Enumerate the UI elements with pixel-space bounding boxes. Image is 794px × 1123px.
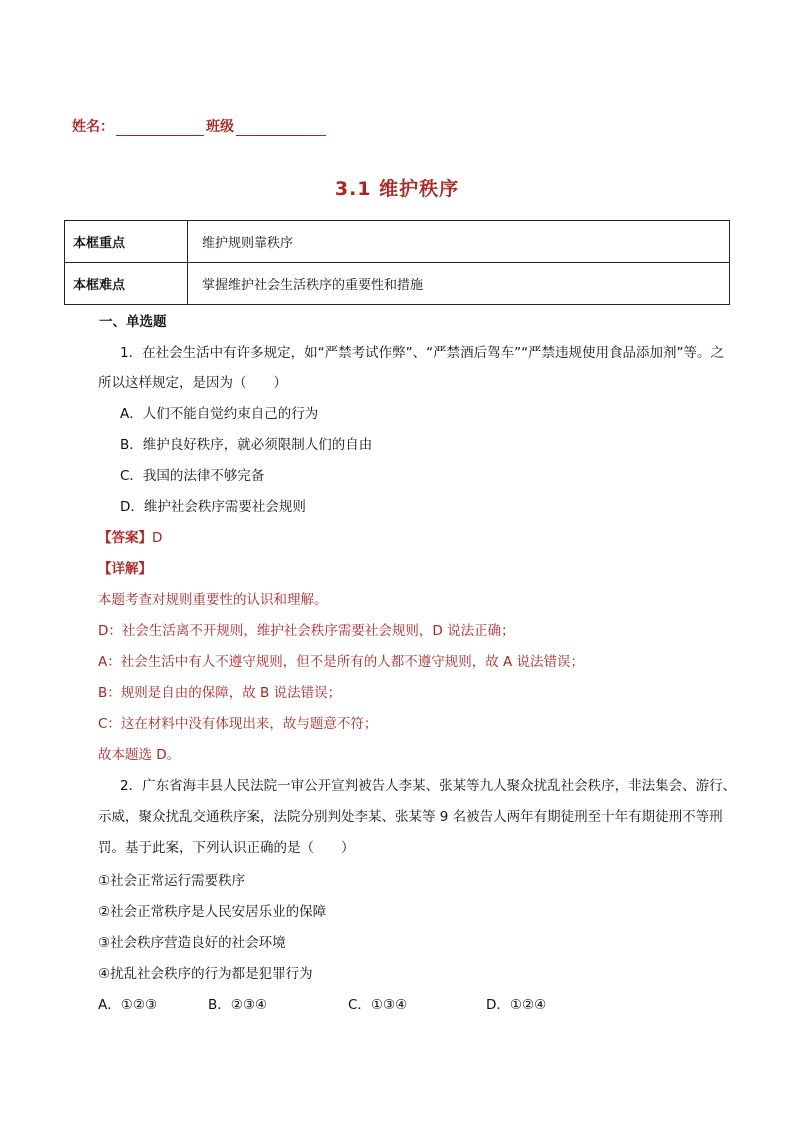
detail-line: A：社会生活中有人不遵守规则，但不是所有的人都不遵守规则，故 A 说法错误；	[98, 654, 585, 670]
name-label: 姓名：	[72, 119, 114, 135]
detail-line: D：社会生活离不开规则，维护社会秩序需要社会规则，D 说法正确；	[98, 623, 515, 639]
detail-line: B：规则是自由的保障，故 B 说法错误；	[98, 685, 342, 701]
answer-tag: 【答案】	[98, 530, 152, 546]
page-title: 3.1 维护秩序	[334, 178, 460, 200]
q1-answer-line	[98, 529, 162, 547]
detail-line: 本题考查对规则重要性的认识和理解。	[98, 592, 328, 608]
class-label: 班级	[206, 119, 234, 135]
difficulty-value: 掌握维护社会生活秩序的重要性和措施	[188, 263, 730, 305]
key-point-value: 维护规则靠秩序	[188, 221, 730, 263]
q2-choice-c: C．①③④	[348, 997, 408, 1013]
q2-statement-1: ①社会正常运行需要秩序	[98, 873, 246, 889]
q1-option-b: B．维护良好秩序，就必须限制人们的自由	[120, 437, 373, 453]
q2-choice-b: B．②③④	[208, 997, 268, 1013]
q1-stem-line1: 1．在社会生活中有许多规定，如“严禁考试作弊”、“严禁酒后驾车”“严禁违规使用食品添加剂”等。之	[120, 345, 725, 361]
section-title: 一、单选题	[99, 314, 167, 330]
detail-tag: 【详解】	[98, 561, 152, 577]
q1-option-c: C．我国的法律不够完备	[120, 468, 265, 484]
difficulty-label: 本框难点	[65, 263, 188, 305]
q2-choice-d: D．①②④	[486, 997, 547, 1013]
q2-choice-a: A．①②③	[98, 997, 158, 1013]
q1-option-d: D．维护社会秩序需要社会规则	[120, 499, 306, 515]
q2-stem-line3: 罚。基于此案，下列认识正确的是（ ）	[98, 840, 355, 856]
q2-statement-2: ②社会正常秩序是人民安居乐业的保障	[98, 904, 327, 920]
detail-line: 故本题选 D。	[98, 747, 181, 763]
q2-statement-4: ④扰乱社会秩序的行为都是犯罪行为	[98, 966, 313, 982]
q2-stem-line1: 2．广东省海丰县人民法院一审公开宣判被告人李某、张某等九人聚众扰乱社会秩序，非法集会、游行、	[120, 778, 737, 794]
key-point-label: 本框重点	[65, 221, 188, 263]
q1-stem-line2: 所以这样规定，是因为（ ）	[98, 375, 287, 391]
detail-line: C：这在材料中没有体现出来，故与题意不符；	[98, 716, 378, 732]
q2-statement-3: ③社会秩序营造良好的社会环境	[98, 935, 286, 951]
answer-value: D	[152, 530, 163, 546]
q2-stem-line2: 示威，聚众扰乱交通秩序案，法院分别判处李某、张某等 9 名被告人两年有期徒刑至十年有期徒刑不等刑	[98, 809, 723, 825]
q1-option-a: A．人们不能自觉约束自己的行为	[120, 406, 319, 422]
